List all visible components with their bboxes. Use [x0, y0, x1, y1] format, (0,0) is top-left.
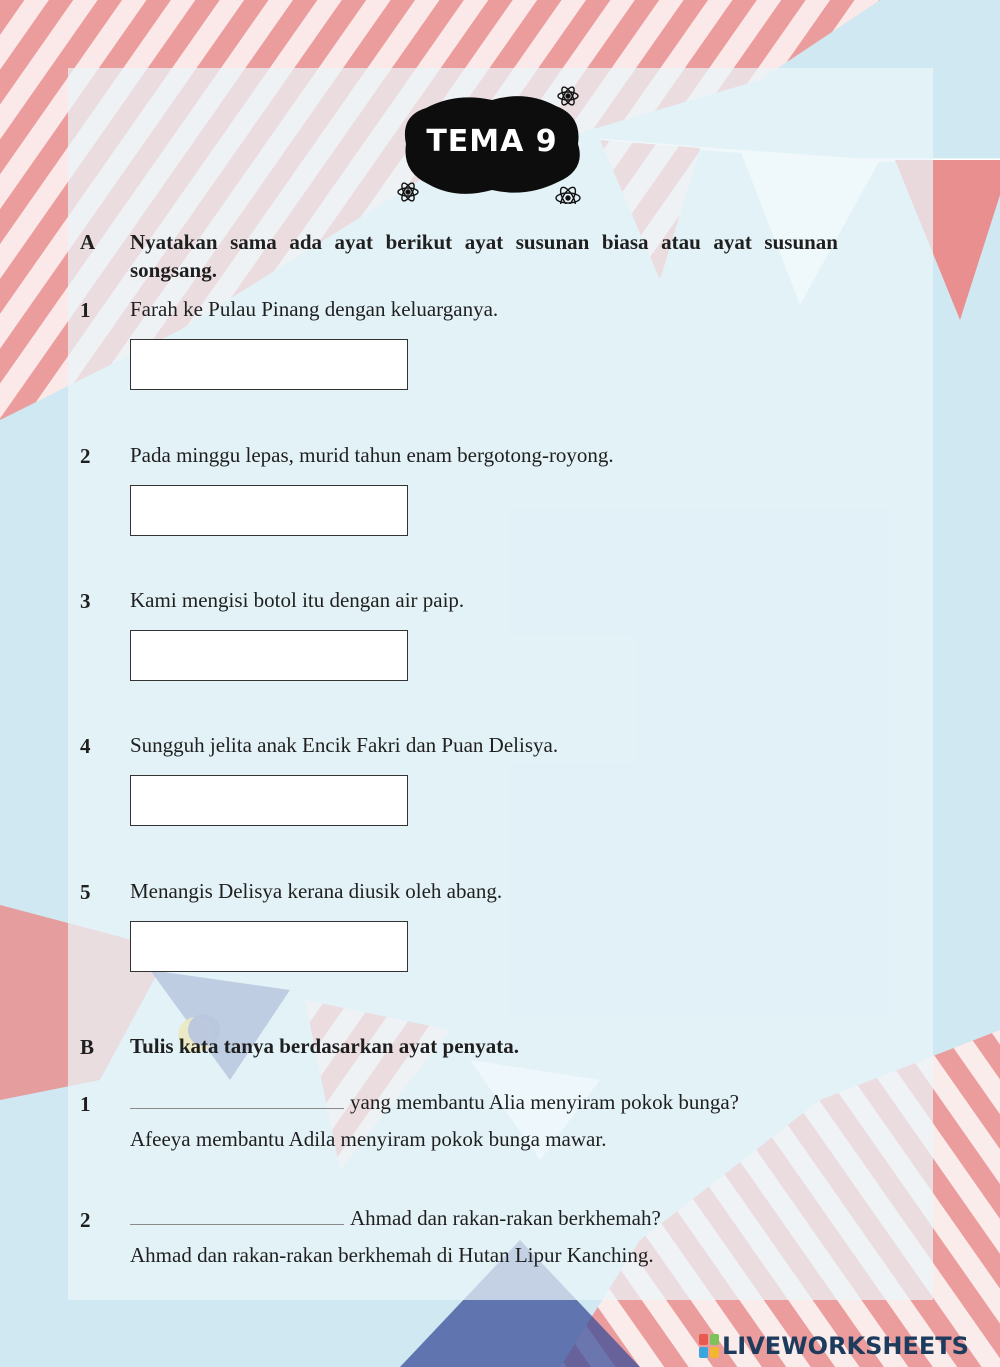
question-text: Farah ke Pulau Pinang dengan keluarganya. — [130, 297, 499, 321]
section-b-letter: B — [80, 1035, 95, 1059]
answer-box-3[interactable] — [130, 630, 408, 681]
question-text: Sungguh jelita anak Encik Fakri dan Puan Delisya. — [130, 733, 559, 757]
question-line — [130, 1090, 739, 1115]
answer-box-2[interactable] — [130, 485, 408, 536]
blank-input-2[interactable] — [130, 1206, 344, 1225]
question-number: 2 — [80, 1208, 91, 1232]
answer-box-1[interactable] — [130, 339, 408, 390]
liveworksheets-logo — [698, 1331, 969, 1361]
answer-box-4[interactable] — [130, 775, 408, 826]
answer-box-5[interactable] — [130, 921, 408, 972]
brand-name: LIVEWORKSHEETS — [722, 1332, 969, 1360]
section-b-instruction: Tulis kata tanya berdasarkan ayat penyata. — [130, 1034, 519, 1058]
statement-text: Ahmad dan rakan-rakan berkhemah di Hutan Lipur Kanching. — [130, 1243, 654, 1267]
question-text: Kami mengisi botol itu dengan air paip. — [130, 588, 465, 612]
page-title: TEMA 9 — [426, 124, 558, 159]
blank-input-1[interactable] — [130, 1090, 344, 1109]
statement-text: Afeeya membantu Adila menyiram pokok bunga mawar. — [130, 1127, 607, 1151]
question-number: 1 — [80, 298, 91, 322]
logo-icon — [698, 1333, 720, 1359]
question-text: Ahmad dan rakan-rakan berkhemah? — [350, 1206, 661, 1230]
question-number: 4 — [80, 734, 91, 758]
question-text: Menangis Delisya kerana diusik oleh abang. — [130, 879, 503, 903]
question-line — [130, 1206, 661, 1231]
question-number: 1 — [80, 1092, 91, 1116]
section-a-instruction: Nyatakan sama ada ayat berikut ayat susunan biasa atau ayat susunan songsang. — [130, 230, 838, 282]
question-text: yang membantu Alia menyiram pokok bunga? — [350, 1090, 739, 1114]
question-number: 3 — [80, 589, 91, 613]
section-a-letter: A — [80, 230, 96, 254]
question-text: Pada minggu lepas, murid tahun enam bergotong-royong. — [130, 443, 614, 467]
question-number: 5 — [80, 880, 91, 904]
question-number: 2 — [80, 444, 91, 468]
